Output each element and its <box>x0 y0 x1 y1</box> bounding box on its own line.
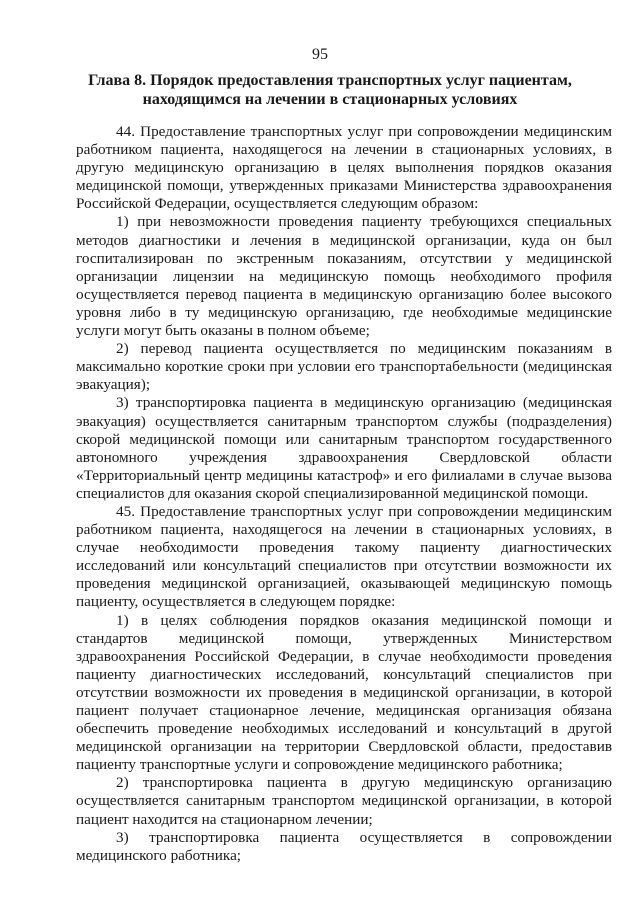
document-body <box>76 123 612 865</box>
paragraph-44-item-3: 3) транспортировка пациента в медицинскую организацию (медицинская эвакуация) осуществляется санитарным транспортом службы (подразделения) скорой медицинской помощи или санитарным транспортом государственного автономного учреждения здравоохранения Свердловской области «Территориальный центр медицины катастроф» и его филиалами в случае вызова специалистов для оказания скорой специализированной медицинской помощи. <box>76 394 612 502</box>
page-number: 95 <box>312 46 328 63</box>
paragraph-45-item-3: 3) транспортировка пациента осуществляется в сопровождении медицинского работника; <box>76 828 612 864</box>
paragraph-44-item-2: 2) перевод пациента осуществляется по медицинским показаниям в максимально короткие сроки при условии его транспортабельности (медицинская эвакуация); <box>76 340 612 394</box>
paragraph-45-item-1: 1) в целях соблюдения порядков оказания медицинской помощи и стандартов медицинской помощи, утвержденных Министерством здравоохранения Российской Федерации, в случае необходимости проведения пациенту диагностических исследований, консультаций специалистов при отсутствии возможности их проведения в медицинской организации, в которой пациент получает стационарное лечение, медицинская организация обязана обеспечить проведение необходимых исследований и консультаций в другой медицинской организации на территории Свердловской области, предоставив пациенту транспортные услуги и сопровождение медицинского работника; <box>76 611 612 774</box>
paragraph-44: 44. Предоставление транспортных услуг при сопровождении медицинским работником пациента, находящегося на лечении в стационарных условиях, в другую медицинскую организацию в целях выполнения порядков оказания медицинской помощи, утвержденных приказами Министерства здравоохранения Российской Федерации, осуществляется следующим образом: <box>76 123 612 213</box>
paragraph-44-item-1: 1) при невозможности проведения пациенту требующихся специальных методов диагностики и лечения в медицинской организации, куда он был госпитализирован по экстренным показаниям, отсутствии у медицинской организации лицензии на медицинскую помощь необходимого профиля осуществляется перевод пациента в медицинскую организацию более высокого уровня либо в ту медицинскую организацию, где необходимые медицинские услуги могут быть оказаны в полном объеме; <box>76 213 612 340</box>
paragraph-45-item-2: 2) транспортировка пациента в другую медицинскую организацию осуществляется санитарным транспортом медицинской организации, в которой пациент находится на стационарном лечении; <box>76 774 612 828</box>
chapter-title: Глава 8. Порядок предоставления транспортных услуг пациентам, находящимся на лечении в стационарных условиях <box>88 72 572 108</box>
paragraph-45: 45. Предоставление транспортных услуг при сопровождении медицинским работником пациента, находящегося на лечении в стационарных условиях, в случае необходимости проведения такому пациенту диагностических исследований или консультаций специалистов при отсутствии возможности их проведения медицинской организацией, оказывающей медицинскую помощь пациенту, осуществляется в следующем порядке: <box>76 502 612 611</box>
